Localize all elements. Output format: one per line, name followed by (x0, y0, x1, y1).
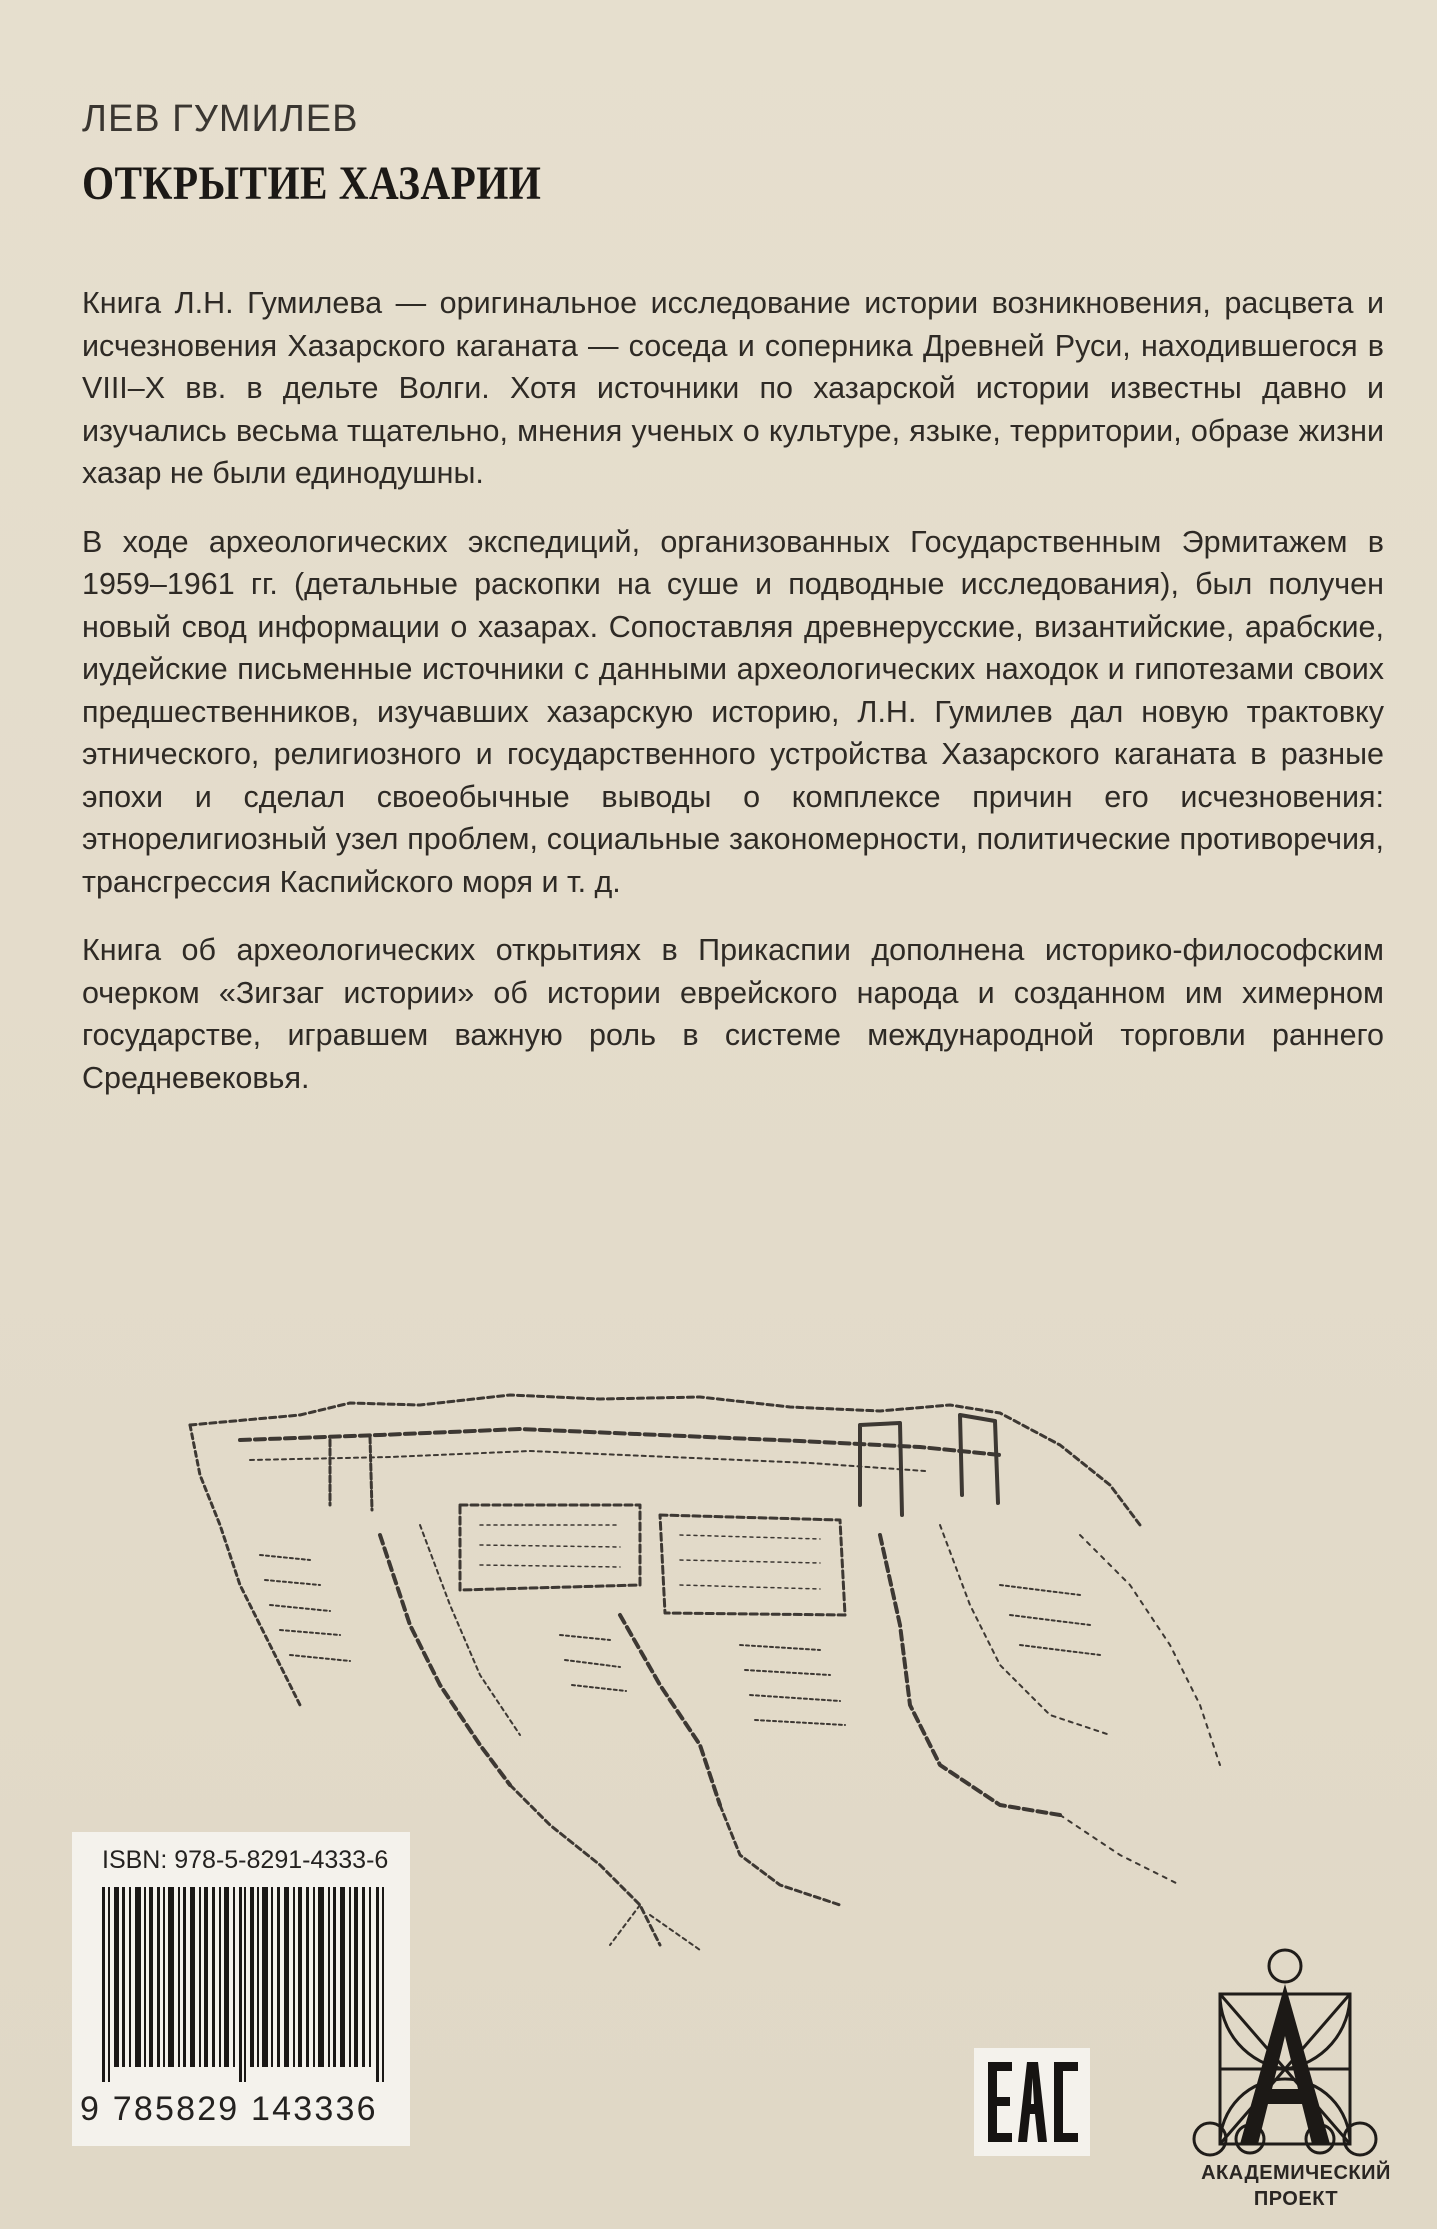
annotation-paragraph-1: Книга Л.Н. Гумилева — оригинальное исследование истории возникновения, расцвета и исчезновения Хазарского каганата — соседа и соперника Древней Руси, находившегося в VIII–X вв. в дельте Волги. Хотя источники по хазарской истории известны давно и изучались весьма тщательно, мнения ученых о культуре, языке, территории, образе жизни хазар не были единодушны. (82, 286, 1384, 490)
publisher-name (1170, 2160, 1422, 2212)
book-title: ОТКРЫТИЕ ХАЗАРИИ (82, 157, 542, 210)
isbn-label: ISBN: 978-5-8291-4333-6 (102, 1846, 389, 1874)
isbn-barcode-block (72, 1832, 410, 2146)
publisher-name-line-1: АКАДЕМИЧЕСКИЙ (1201, 2162, 1391, 2184)
isbn-barcode-digits: 9 785829 143336 (80, 2090, 378, 2128)
author-name: ЛЕВ ГУМИЛЕВ (82, 98, 359, 140)
barcode-image (102, 1887, 392, 2082)
publisher-name-line-2: ПРОЕКТ (1253, 2188, 1339, 2210)
annotation-text (82, 282, 1384, 1125)
eac-conformity-mark (974, 2048, 1090, 2156)
annotation-paragraph-3: Книга об археологических открытиях в Прикаспии дополнена историко-философским очерком «Зигзаг истории» об истории еврейского народа и созданном им химерном государстве, игравшем важную роль в системе международной торговли раннего Средневековья. (82, 933, 1384, 1095)
publisher-logo-icon (1190, 1944, 1400, 2164)
annotation-paragraph-2: В ходе археологических экспедиций, организованных Государственным Эрмитажем в 1959–1961 гг. (детальные раскопки на суше и подводные исследования), был получен новый свод информации о хазарах. Сопоставляя древнерусские, византийские, арабские, иудейские письменные источники с данными археологических находок и гипотезами своих предшественников, изучавших хазарскую историю, Л.Н. Гумилев дал новую трактовку этнического, религиозного и государственного устройства Хазарского каганата в разные эпохи и сделал своеобычные выводы о комплексе причин его исчезновения: этнорелигиозный узел проблем, социальные закономерности, политические противоречия, трансгрессия Каспийского моря и т. д. (82, 524, 1384, 899)
